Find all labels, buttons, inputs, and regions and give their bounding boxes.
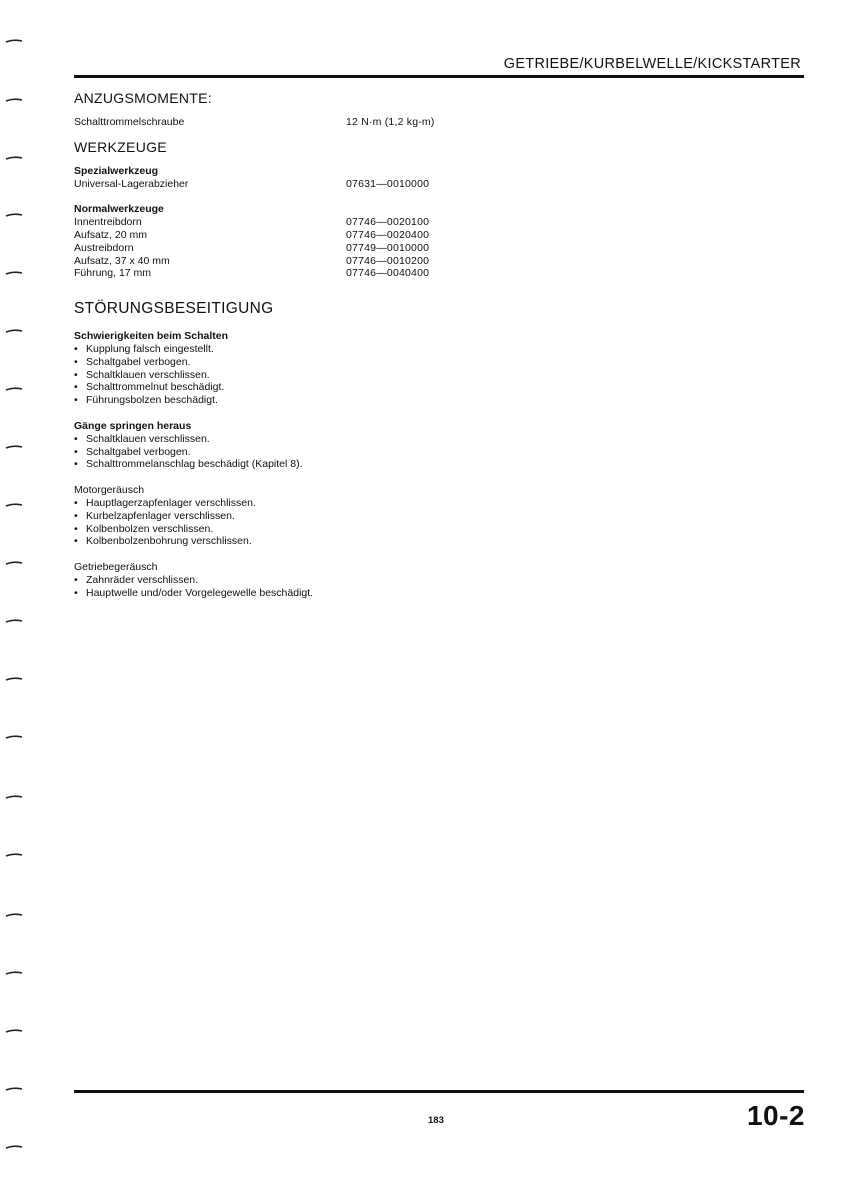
list-item xyxy=(74,343,634,356)
list-item xyxy=(74,458,634,471)
bullet-icon: • xyxy=(74,496,78,509)
bullet-icon: • xyxy=(74,535,78,548)
trouble-group-title: Gänge springen heraus xyxy=(74,419,192,432)
tool-number: 07631—0010000 xyxy=(346,177,430,190)
page-number: 183 xyxy=(428,1115,444,1126)
binder-hole-mark xyxy=(4,36,24,48)
binder-hole-mark xyxy=(4,1084,24,1096)
tool-row xyxy=(74,216,634,229)
trouble-group-title: Motorgeräusch xyxy=(74,484,145,497)
binder-hole-mark xyxy=(4,210,24,222)
list-item-text: Schaltgabel verbogen. xyxy=(86,355,191,368)
binder-hole-mark xyxy=(4,1026,24,1038)
binder-hole-mark xyxy=(4,153,24,165)
binder-hole-mark xyxy=(4,1142,24,1154)
bullet-icon: • xyxy=(74,445,78,458)
special-tools-heading: Spezialwerkzeug xyxy=(74,164,159,177)
list-item xyxy=(74,369,634,382)
binder-hole-mark xyxy=(4,732,24,744)
bullet-icon: • xyxy=(74,458,78,471)
bullet-icon: • xyxy=(74,573,78,586)
tool-number: 07746—0040400 xyxy=(346,267,430,280)
tool-label: Austreibdorn xyxy=(74,241,134,254)
tool-row xyxy=(74,267,634,280)
troubleshooting-heading: STÖRUNGSBESEITIGUNG xyxy=(74,300,274,318)
bullet-icon: • xyxy=(74,509,78,522)
trouble-group-title: Schwierigkeiten beim Schalten xyxy=(74,330,229,343)
bullet-icon: • xyxy=(74,394,78,407)
bullet-icon: • xyxy=(74,355,78,368)
binder-hole-mark xyxy=(4,268,24,280)
footer-rule xyxy=(74,1090,804,1093)
binder-hole-mark xyxy=(4,95,24,107)
tools-heading: WERKZEUGE xyxy=(74,138,167,155)
torque-label: Schalttrommelschraube xyxy=(74,116,185,128)
list-item-text: Führungsbolzen beschädigt. xyxy=(86,394,218,407)
list-item xyxy=(74,587,634,600)
bullet-icon: • xyxy=(74,342,78,355)
header-rule xyxy=(74,75,804,78)
binder-hole-mark xyxy=(4,558,24,570)
trouble-list xyxy=(74,343,634,407)
tool-number: 07746—0010200 xyxy=(346,254,430,267)
list-item-text: Hauptwelle und/oder Vorgelegewelle beschädigt. xyxy=(86,586,314,599)
torque-value: 12 N·m (1,2 kg-m) xyxy=(346,116,435,128)
list-item xyxy=(74,381,634,394)
list-item xyxy=(74,535,634,548)
list-item-text: Kupplung falsch eingestellt. xyxy=(86,342,214,355)
list-item-text: Kolbenbolzen verschlissen. xyxy=(86,522,214,535)
tool-row xyxy=(74,229,634,242)
bullet-icon: • xyxy=(74,381,78,394)
binder-hole-mark xyxy=(4,910,24,922)
tool-row xyxy=(74,255,634,268)
list-item-text: Zahnräder verschlissen. xyxy=(86,573,199,586)
tool-label: Universal-Lagerabzieher xyxy=(74,177,189,190)
tool-label: Aufsatz, 20 mm xyxy=(74,228,147,241)
binder-hole-mark xyxy=(4,616,24,628)
page-content xyxy=(74,90,634,600)
list-item xyxy=(74,356,634,369)
list-item-text: Schaltklauen verschlissen. xyxy=(86,432,210,445)
binder-hole-mark xyxy=(4,326,24,338)
tool-row xyxy=(74,242,634,255)
header-title: GETRIEBE/KURBELWELLE/KICKSTARTER xyxy=(503,56,801,72)
list-item-text: Hauptlagerzapfenlager verschlissen. xyxy=(86,496,256,509)
tool-label: Innentreibdorn xyxy=(74,216,142,229)
list-item-text: Schalttrommelnut beschädigt. xyxy=(86,381,225,394)
tool-number: 07746—0020100 xyxy=(346,216,430,229)
trouble-list xyxy=(74,433,634,471)
tool-label: Aufsatz, 37 x 40 mm xyxy=(74,254,170,267)
list-item-text: Kurbelzapfenlager verschlissen. xyxy=(86,509,235,522)
list-item-text: Schaltgabel verbogen. xyxy=(86,445,191,458)
bullet-icon: • xyxy=(74,368,78,381)
tool-number: 07746—0020400 xyxy=(346,228,430,241)
binder-hole-mark xyxy=(4,384,24,396)
list-item xyxy=(74,510,634,523)
list-item xyxy=(74,433,634,446)
list-item-text: Schaltklauen verschlissen. xyxy=(86,368,210,381)
tool-number: 07749—0010000 xyxy=(346,241,430,254)
bullet-icon: • xyxy=(74,522,78,535)
binder-hole-mark xyxy=(4,442,24,454)
list-item xyxy=(74,574,634,587)
torque-row xyxy=(74,116,634,129)
list-item xyxy=(74,523,634,536)
binder-hole-mark xyxy=(4,674,24,686)
tool-label: Führung, 17 mm xyxy=(74,267,152,280)
binder-hole-mark xyxy=(4,850,24,862)
trouble-list xyxy=(74,497,634,548)
bullet-icon: • xyxy=(74,586,78,599)
list-item xyxy=(74,497,634,510)
list-item xyxy=(74,446,634,459)
normal-tools-list xyxy=(74,216,634,280)
torque-heading: ANZUGSMOMENTE: xyxy=(74,90,212,106)
binder-hole-mark xyxy=(4,500,24,512)
binder-hole-mark xyxy=(4,968,24,980)
list-item-text: Kolbenbolzenbohrung verschlissen. xyxy=(86,535,252,548)
trouble-list xyxy=(74,574,634,600)
binder-hole-mark xyxy=(4,792,24,804)
trouble-group-title: Getriebegeräusch xyxy=(74,561,158,574)
normal-tools-heading: Normalwerkzeuge xyxy=(74,203,164,216)
tool-row xyxy=(74,178,634,191)
bullet-icon: • xyxy=(74,432,78,445)
section-number: 10-2 xyxy=(746,1100,805,1131)
list-item xyxy=(74,394,634,407)
troubleshooting-groups xyxy=(74,330,634,599)
list-item-text: Schalttrommelanschlag beschädigt (Kapitel 8). xyxy=(86,458,303,471)
